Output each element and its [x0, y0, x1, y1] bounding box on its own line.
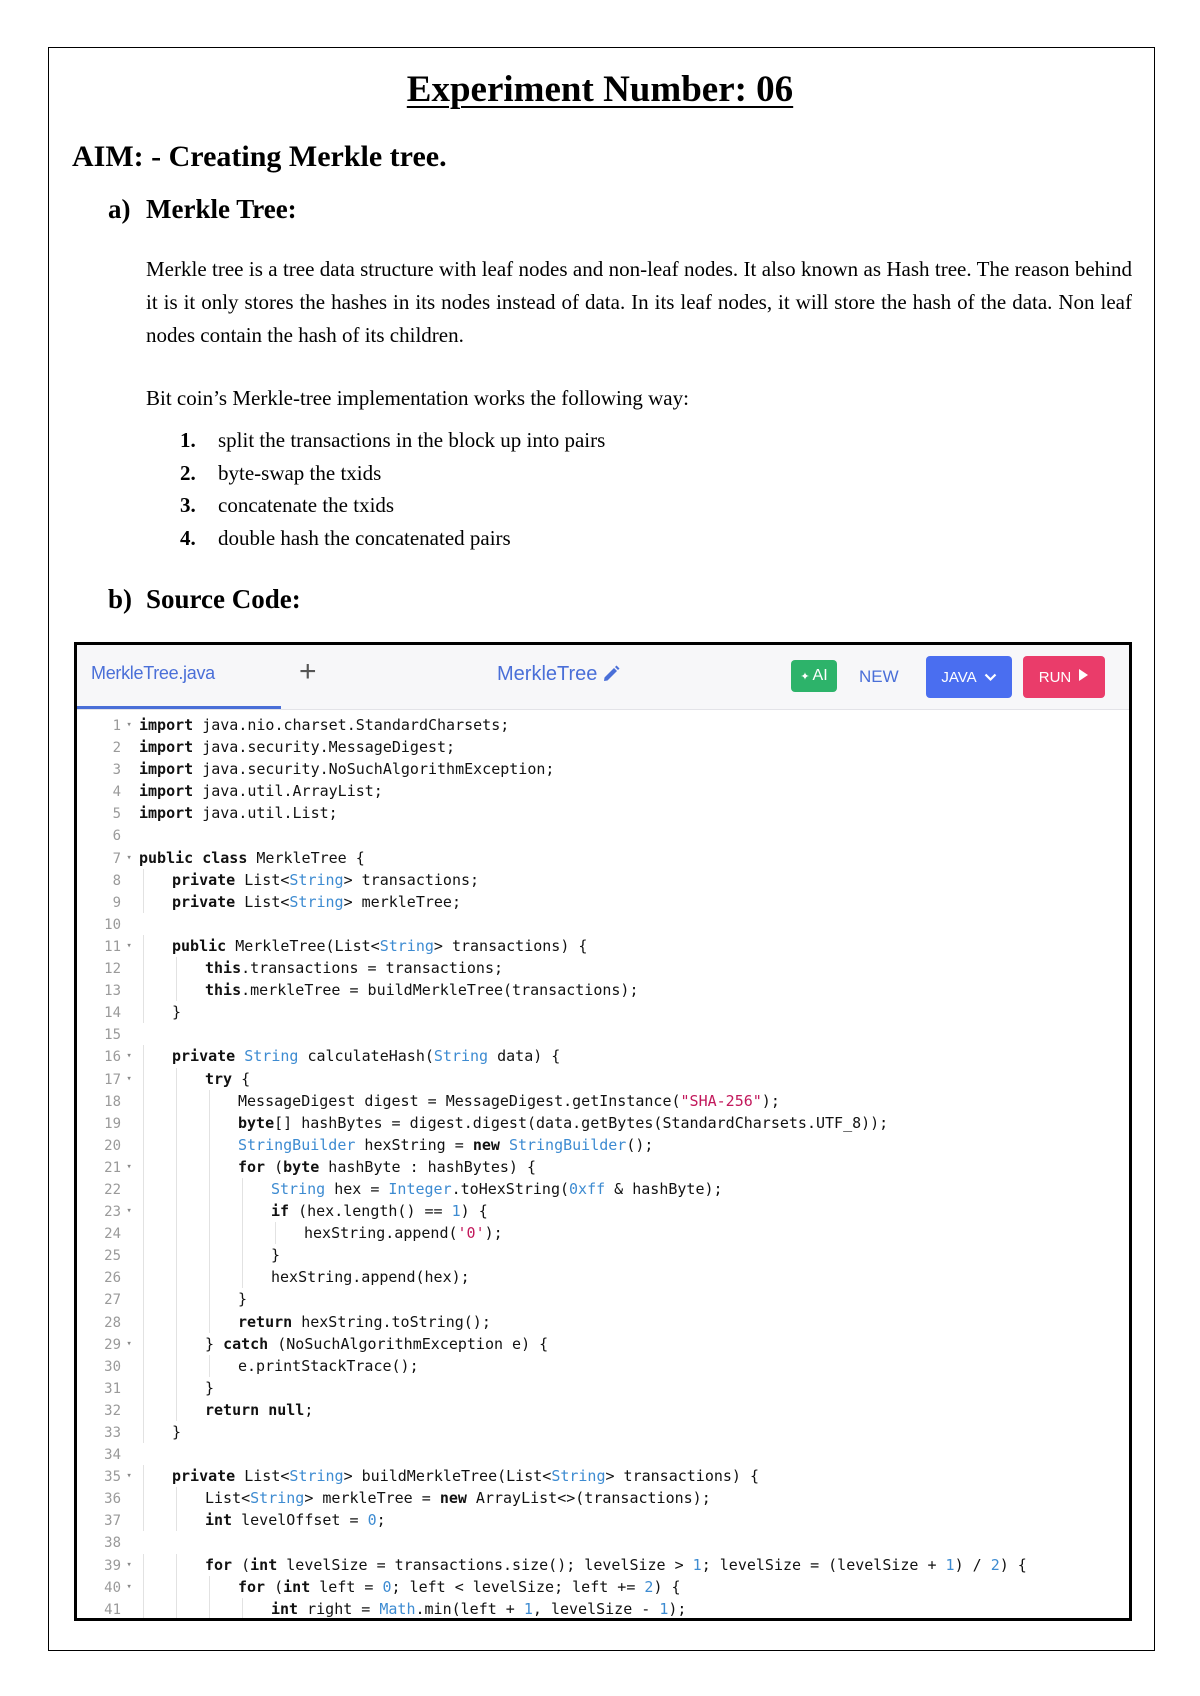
indent-guide — [176, 1355, 177, 1377]
indent-guide — [176, 1112, 177, 1134]
code-line — [77, 1134, 1129, 1156]
indent-guide — [143, 979, 144, 1001]
line-number: 19 — [104, 1115, 121, 1132]
indent-guide — [176, 1134, 177, 1156]
indent-guide — [143, 1068, 144, 1090]
list-item — [180, 522, 605, 555]
section-a-marker: a) — [108, 194, 131, 224]
code-text: this.transactions = transactions; — [205, 959, 504, 978]
indent-guide — [209, 1311, 210, 1333]
line-number: 36 — [104, 1491, 121, 1508]
code-text: String hex = Integer.toHexString(0xff & hashByte); — [271, 1179, 723, 1198]
line-number: 18 — [104, 1093, 121, 1110]
code-line — [77, 1112, 1129, 1134]
code-line — [77, 847, 1129, 869]
indent-guide — [209, 1266, 210, 1288]
code-line — [77, 1222, 1129, 1244]
step-text: double hash the concatenated pairs — [218, 525, 511, 550]
fold-arrow-icon[interactable]: ▾ — [121, 720, 132, 730]
indent-guide — [143, 1266, 144, 1288]
indent-guide — [143, 1576, 144, 1598]
indent-guide — [143, 957, 144, 979]
code-line — [77, 1399, 1129, 1421]
line-number: 24 — [104, 1226, 121, 1243]
line-number: 35 — [104, 1469, 121, 1486]
code-line — [77, 1509, 1129, 1531]
code-line — [77, 780, 1129, 802]
merkle-description: Merkle tree is a tree data structure with leaf nodes and non-leaf nodes. It also known as Hash tree. The reason behind it is it only stores the hashes in its nodes instead of data. In its leaf nodes, it will store the hash of the data. Non leaf nodes contain the hash of its children. — [146, 257, 1132, 347]
code-text: List<String> merkleTree = new ArrayList<>(transactions); — [205, 1489, 711, 1508]
indent-guide — [209, 1200, 210, 1222]
indent-guide — [209, 1134, 210, 1156]
code-line — [77, 802, 1129, 824]
indent-guide — [209, 1156, 210, 1178]
line-number: 34 — [104, 1447, 121, 1464]
indent-guide — [143, 1178, 144, 1200]
indent-guide — [143, 1134, 144, 1156]
code-text: hexString.append(hex); — [271, 1268, 470, 1287]
code-text: for (int left = 0; left < levelSize; left += 2) { — [238, 1577, 681, 1596]
section-a-title: Merkle Tree: — [146, 194, 297, 224]
code-text: import java.security.NoSuchAlgorithmException; — [139, 760, 555, 779]
indent-guide — [143, 1045, 144, 1067]
indent-guide — [176, 957, 177, 979]
code-text: import java.nio.charset.StandardCharsets; — [139, 716, 510, 734]
indent-guide — [209, 1090, 210, 1112]
file-tab[interactable]: MerkleTree.java — [91, 663, 215, 683]
line-number: 30 — [104, 1358, 121, 1375]
code-text: if (hex.length() == 1) { — [271, 1202, 488, 1221]
indent-guide — [209, 1244, 210, 1266]
indent-guide — [176, 1598, 177, 1620]
code-line — [77, 935, 1129, 957]
code-line — [77, 1531, 1129, 1553]
code-line — [77, 1200, 1129, 1222]
step-number: 2. — [180, 460, 196, 485]
line-number: 13 — [104, 983, 121, 1000]
fold-arrow-icon[interactable]: ▾ — [121, 1581, 132, 1592]
list-item — [180, 424, 605, 457]
indent-guide — [143, 1399, 144, 1421]
line-number: 29 — [104, 1336, 121, 1353]
indent-guide — [143, 1598, 144, 1620]
project-name[interactable]: MerkleTree — [497, 663, 598, 685]
fold-arrow-icon[interactable]: ▾ — [121, 1338, 132, 1349]
indent-guide — [143, 1421, 144, 1443]
code-text: this.merkleTree = buildMerkleTree(transactions); — [205, 981, 639, 1000]
run-button[interactable] — [1023, 656, 1105, 698]
bitcoin-intro: Bit coin’s Merkle-tree implementation works the following way: — [146, 386, 689, 410]
code-text: } — [172, 1003, 182, 1022]
code-area[interactable] — [77, 710, 1129, 1620]
indent-guide — [143, 1001, 144, 1023]
code-line — [77, 736, 1129, 758]
code-line — [77, 1598, 1129, 1620]
fold-arrow-icon[interactable]: ▾ — [121, 1051, 132, 1062]
indent-guide — [143, 1487, 144, 1509]
code-editor-screenshot — [74, 642, 1132, 1621]
code-line — [77, 1156, 1129, 1178]
indent-guide — [176, 1068, 177, 1090]
code-line — [77, 1045, 1129, 1067]
line-number: 7 — [112, 850, 121, 867]
indent-guide — [209, 1598, 210, 1620]
indent-guide — [143, 1465, 144, 1487]
indent-guide — [143, 1333, 144, 1355]
indent-guide — [176, 1576, 177, 1598]
indent-guide — [209, 1112, 210, 1134]
indent-guide — [242, 1222, 243, 1244]
indent-guide — [143, 1377, 144, 1399]
code-text: private List<String> buildMerkleTree(List<String> transactions) { — [172, 1467, 760, 1486]
code-line — [77, 869, 1129, 891]
aim-heading: AIM: - Creating Merkle tree. — [72, 140, 447, 173]
indent-guide — [242, 1244, 243, 1266]
section-b-title: Source Code: — [146, 584, 301, 614]
indent-guide — [143, 1222, 144, 1244]
indent-guide — [176, 1509, 177, 1531]
indent-guide — [176, 1333, 177, 1355]
line-number: 6 — [112, 828, 121, 845]
code-text: } — [172, 1423, 182, 1441]
code-text: try { — [205, 1069, 251, 1088]
code-line — [77, 1554, 1129, 1576]
indent-guide — [143, 869, 144, 891]
code-text: } — [205, 1378, 215, 1397]
line-number: 21 — [104, 1159, 121, 1176]
code-text: private List<String> merkleTree; — [172, 892, 461, 911]
code-text: import java.util.ArrayList; — [139, 782, 383, 801]
indent-guide — [143, 1355, 144, 1377]
code-line — [77, 1244, 1129, 1266]
list-item — [180, 457, 605, 490]
indent-guide — [143, 891, 144, 913]
line-number: 26 — [104, 1270, 121, 1287]
section-b-heading — [108, 584, 301, 615]
indent-guide — [242, 1598, 243, 1620]
run-label: RUN — [1038, 668, 1072, 686]
indent-guide — [242, 1266, 243, 1288]
code-line — [77, 758, 1129, 780]
list-item — [180, 489, 605, 522]
code-text: for (int levelSize = transactions.size(); levelSize > 1; levelSize = (levelSize + 1) / 2) { — [205, 1555, 1027, 1574]
new-button[interactable]: NEW — [859, 667, 899, 686]
code-line — [77, 1443, 1129, 1465]
code-line — [77, 1311, 1129, 1333]
code-line — [77, 913, 1129, 935]
ai-button-label: AI — [812, 667, 828, 684]
code-text: } — [271, 1246, 281, 1265]
code-line — [77, 1288, 1129, 1310]
line-number: 12 — [104, 961, 121, 978]
code-text: import java.util.List; — [139, 804, 338, 823]
indent-guide — [176, 1178, 177, 1200]
language-select[interactable] — [926, 656, 1012, 698]
line-number: 23 — [104, 1204, 121, 1221]
line-number: 15 — [104, 1027, 121, 1044]
line-number: 25 — [104, 1248, 121, 1265]
indent-guide — [176, 1311, 177, 1333]
play-icon — [1078, 668, 1089, 686]
code-text: byte[] hashBytes = digest.digest(data.getBytes(StandardCharsets.UTF_8)); — [238, 1113, 889, 1132]
line-number: 3 — [112, 762, 121, 779]
code-text: private String calculateHash(String data) { — [172, 1047, 561, 1066]
line-number: 2 — [112, 740, 121, 757]
step-number: 4. — [180, 525, 196, 550]
indent-guide — [209, 1288, 210, 1310]
line-number: 14 — [104, 1005, 121, 1022]
code-line — [77, 1001, 1129, 1023]
indent-guide — [209, 1178, 210, 1200]
line-number: 11 — [104, 938, 121, 955]
line-number: 40 — [104, 1579, 121, 1596]
indent-guide — [242, 1178, 243, 1200]
code-text: import java.security.MessageDigest; — [139, 738, 456, 757]
line-number: 28 — [104, 1314, 121, 1331]
line-number: 37 — [104, 1513, 121, 1530]
step-number: 1. — [180, 428, 196, 452]
code-text: for (byte hashByte : hashBytes) { — [238, 1157, 537, 1176]
code-line — [77, 1178, 1129, 1200]
fold-arrow-icon[interactable]: ▾ — [121, 1161, 132, 1172]
indent-guide — [209, 1576, 210, 1598]
indent-guide — [143, 935, 144, 957]
indent-guide — [209, 1355, 210, 1377]
code-text: hexString.append('0'); — [304, 1224, 503, 1243]
code-line — [77, 1576, 1129, 1598]
code-text: public class MerkleTree { — [139, 848, 365, 867]
indent-guide — [143, 1156, 144, 1178]
fold-arrow-icon[interactable]: ▾ — [121, 852, 132, 863]
code-line — [77, 1023, 1129, 1045]
code-text: return hexString.toString(); — [238, 1312, 491, 1331]
code-line — [77, 1377, 1129, 1399]
indent-guide — [176, 1156, 177, 1178]
line-number: 5 — [112, 806, 121, 823]
step-text: byte-swap the txids — [218, 460, 382, 485]
code-line — [77, 824, 1129, 846]
code-line — [77, 714, 1129, 736]
line-number: 10 — [104, 916, 121, 933]
indent-guide — [242, 1200, 243, 1222]
indent-guide — [143, 1288, 144, 1310]
indent-guide — [209, 1222, 210, 1244]
ai-button[interactable] — [791, 660, 837, 692]
code-text: } — [238, 1290, 248, 1309]
line-number: 1 — [112, 718, 121, 734]
line-number: 32 — [104, 1402, 121, 1419]
pencil-icon[interactable] — [601, 664, 621, 689]
steps-list — [180, 424, 605, 554]
code-text: return null; — [205, 1400, 314, 1419]
fold-arrow-icon[interactable]: ▾ — [121, 1073, 132, 1084]
fold-arrow-icon[interactable]: ▾ — [121, 1206, 132, 1217]
code-line — [77, 957, 1129, 979]
code-line — [77, 979, 1129, 1001]
indent-guide — [176, 1090, 177, 1112]
indent-guide — [143, 1200, 144, 1222]
indent-guide — [176, 1200, 177, 1222]
editor-toolbar — [77, 645, 1129, 710]
indent-guide — [176, 1222, 177, 1244]
indent-guide — [143, 1112, 144, 1134]
fold-arrow-icon[interactable]: ▾ — [121, 1559, 132, 1570]
indent-guide — [176, 1244, 177, 1266]
code-text: MessageDigest digest = MessageDigest.getInstance("SHA-256"); — [238, 1091, 780, 1110]
active-tab-indicator — [77, 706, 281, 709]
fold-arrow-icon[interactable]: ▾ — [121, 1471, 132, 1482]
code-line — [77, 1333, 1129, 1355]
code-text: e.printStackTrace(); — [238, 1356, 419, 1375]
code-line — [77, 891, 1129, 913]
code-text: private List<String> transactions; — [172, 870, 480, 889]
line-number: 33 — [104, 1425, 121, 1441]
indent-guide — [143, 1311, 144, 1333]
step-text: concatenate the txids — [218, 493, 395, 517]
indent-guide — [176, 979, 177, 1001]
indent-guide — [176, 1288, 177, 1310]
indent-guide — [176, 1487, 177, 1509]
page-title-text: Experiment Number: 06 — [406, 69, 794, 110]
indent-guide — [176, 1377, 177, 1399]
add-tab-button[interactable]: + — [299, 655, 317, 688]
indent-guide — [143, 1554, 144, 1576]
line-number: 8 — [112, 872, 121, 889]
line-number: 17 — [104, 1071, 121, 1088]
indent-guide — [143, 1090, 144, 1112]
line-number: 16 — [104, 1049, 121, 1066]
language-label: JAVA — [941, 668, 977, 686]
line-number: 38 — [104, 1535, 121, 1552]
indent-guide — [176, 1554, 177, 1576]
indent-guide — [143, 1244, 144, 1266]
code-line — [77, 1266, 1129, 1288]
code-line — [77, 1465, 1129, 1487]
code-text: StringBuilder hexString = new StringBuilder(); — [238, 1135, 654, 1154]
section-a-heading — [108, 194, 297, 225]
fold-arrow-icon[interactable]: ▾ — [121, 940, 132, 951]
sparkle-icon: ✦ — [800, 670, 810, 683]
indent-guide — [176, 1266, 177, 1288]
line-number: 31 — [104, 1380, 121, 1397]
code-line — [77, 1421, 1129, 1443]
indent-guide — [143, 1509, 144, 1531]
line-number: 22 — [104, 1181, 121, 1198]
indent-guide — [176, 1399, 177, 1421]
code-text: int right = Math.min(left + 1, levelSize - 1); — [271, 1599, 687, 1618]
line-number: 4 — [112, 784, 121, 801]
code-line — [77, 1090, 1129, 1112]
code-line — [77, 1355, 1129, 1377]
code-line — [77, 1487, 1129, 1509]
page-title — [0, 68, 1200, 111]
step-text: split the transactions in the block up into pairs — [218, 428, 606, 452]
code-text: public MerkleTree(List<String> transactions) { — [172, 936, 588, 955]
line-number: 9 — [112, 894, 121, 911]
step-number: 3. — [180, 493, 196, 517]
code-line — [77, 1068, 1129, 1090]
line-number: 27 — [104, 1292, 121, 1309]
line-number: 39 — [104, 1557, 121, 1574]
line-number: 41 — [104, 1601, 121, 1618]
code-text: int levelOffset = 0; — [205, 1511, 386, 1530]
indent-guide — [275, 1222, 276, 1244]
code-text: } catch (NoSuchAlgorithmException e) { — [205, 1334, 549, 1353]
chevron-down-icon — [984, 669, 997, 686]
line-number: 20 — [104, 1137, 121, 1154]
section-b-marker: b) — [108, 584, 133, 614]
